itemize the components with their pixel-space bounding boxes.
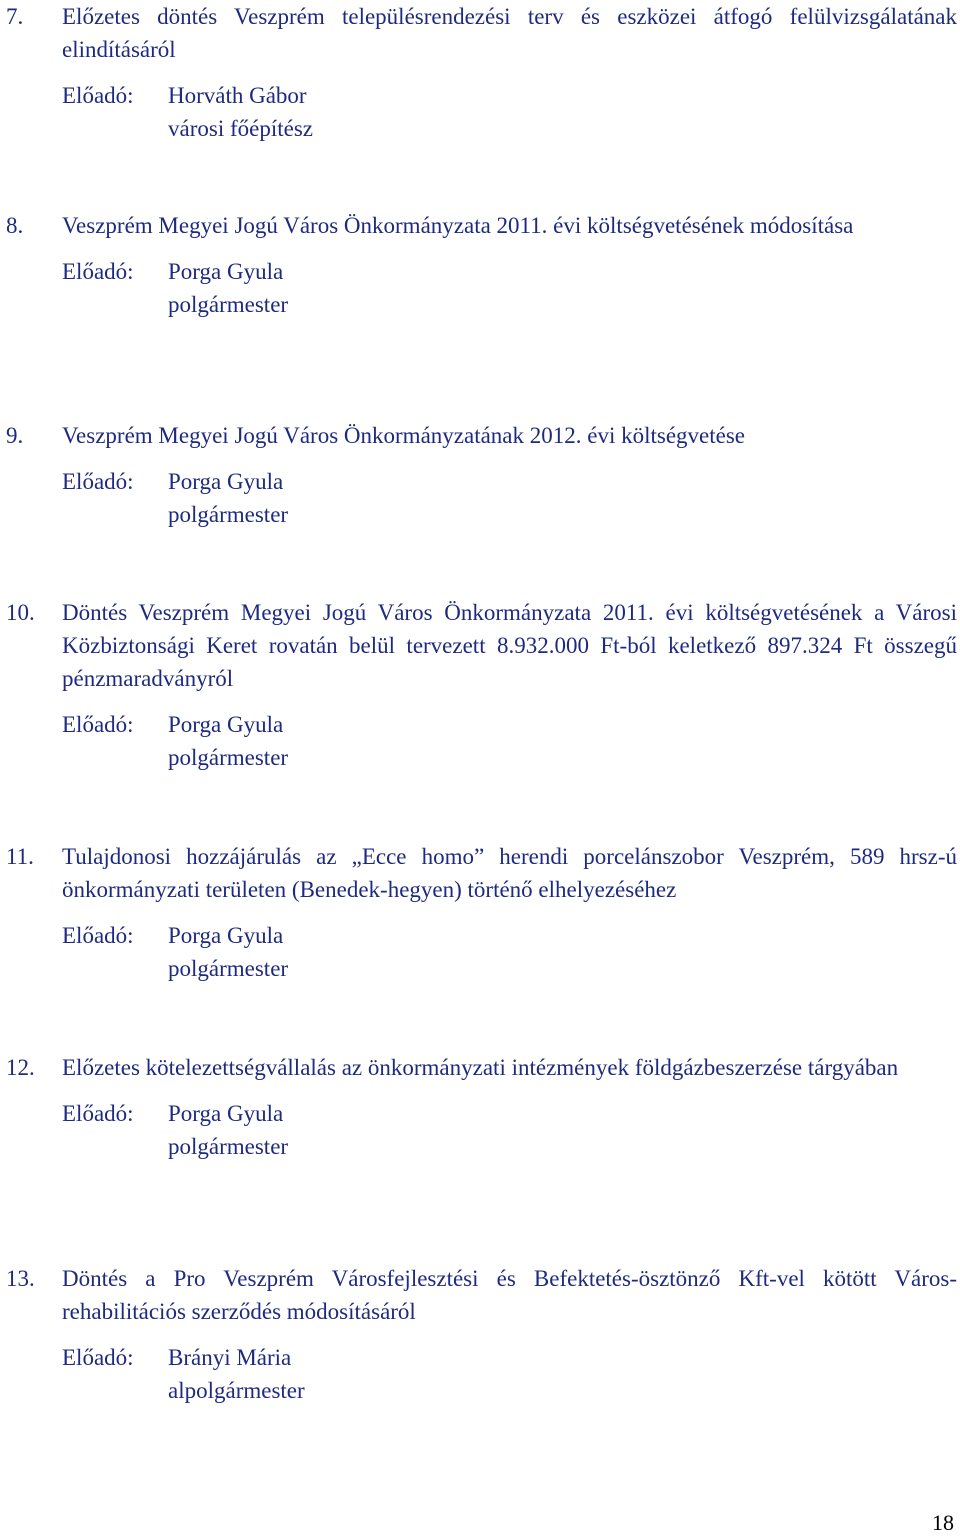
- agenda-item-title-row: [0, 1262, 957, 1328]
- speaker-label: Előadó:: [62, 1345, 134, 1370]
- speaker-block: [62, 1097, 957, 1163]
- agenda-item-11: [0, 840, 957, 985]
- speaker-name: Porga Gyula: [168, 712, 284, 737]
- agenda-item-title-row: [0, 209, 957, 242]
- speaker-name: Porga Gyula: [168, 469, 284, 494]
- speaker-role: polgármester: [168, 745, 289, 770]
- speaker-name: Porga Gyula: [168, 259, 284, 284]
- agenda-item-title-row: [0, 419, 957, 452]
- speaker-label: Előadó:: [62, 923, 134, 948]
- speaker-role: polgármester: [168, 956, 289, 981]
- speaker-label: Előadó:: [62, 83, 134, 108]
- agenda-item-12: [0, 1051, 957, 1163]
- speaker-name: Porga Gyula: [168, 923, 284, 948]
- agenda-item-number: 10.: [6, 600, 35, 625]
- agenda-item-13: [0, 1262, 957, 1407]
- agenda-item-7: [0, 0, 957, 145]
- speaker-role: polgármester: [168, 292, 289, 317]
- speaker-block: [62, 708, 957, 774]
- speaker-block: [62, 255, 957, 321]
- speaker-role: városi főépítész: [168, 116, 313, 141]
- agenda-item-number: 12.: [6, 1055, 35, 1080]
- speaker-block: [62, 1341, 957, 1407]
- speaker-label: Előadó:: [62, 712, 134, 737]
- speaker-role: polgármester: [168, 1134, 289, 1159]
- agenda-item-number: 7.: [6, 4, 24, 29]
- agenda-item-9: [0, 419, 957, 531]
- agenda-item-title: Döntés a Pro Veszprém Városfejlesztési és Befektetés-ösztönző Kft-vel kötött Város-rehabilitációs szerződés módosításáról: [62, 1266, 957, 1324]
- agenda-item-number: 11.: [6, 844, 34, 869]
- speaker-label: Előadó:: [62, 259, 134, 284]
- agenda-item-title: Tulajdonosi hozzájárulás az „Ecce homo” herendi porcelánszobor Veszprém, 589 hrsz-ú önkormányzati területen (Benedek-hegyen) történő elhelyezéséhez: [62, 844, 957, 902]
- agenda-item-title: Döntés Veszprém Megyei Jogú Város Önkormányzata 2011. évi költségvetésének a Városi Közbiztonsági Keret rovatán belül tervezett 8.932.000 Ft-ból keletkező 897.324 Ft összegű pénzmaradványról: [62, 600, 957, 691]
- agenda-item-title-row: [0, 840, 957, 906]
- agenda-item-title: Előzetes kötelezettségvállalás az önkormányzati intézmények földgázbeszerzése tárgyában: [62, 1055, 899, 1080]
- agenda-item-number: 8.: [6, 213, 24, 238]
- speaker-label: Előadó:: [62, 1101, 134, 1126]
- speaker-block: [62, 465, 957, 531]
- agenda-item-10: [0, 596, 957, 774]
- agenda-item-title-row: [0, 0, 957, 66]
- agenda-item-title: Veszprém Megyei Jogú Város Önkormányzatának 2012. évi költségvetése: [62, 423, 746, 448]
- agenda-item-title: Veszprém Megyei Jogú Város Önkormányzata 2011. évi költségvetésének módosítása: [62, 213, 854, 238]
- agenda-item-number: 13.: [6, 1266, 35, 1291]
- speaker-label: Előadó:: [62, 469, 134, 494]
- speaker-name: Brányi Mária: [168, 1345, 292, 1370]
- speaker-block: [62, 919, 957, 985]
- agenda-item-title-row: [0, 596, 957, 695]
- agenda-item-title-row: [0, 1051, 957, 1084]
- speaker-name: Porga Gyula: [168, 1101, 284, 1126]
- agenda-item-title: Előzetes döntés Veszprém településrendezési terv és eszközei átfogó felülvizsgálatának elindításáról: [62, 4, 957, 62]
- speaker-role: polgármester: [168, 502, 289, 527]
- page-number: 18: [932, 1510, 954, 1535]
- speaker-role: alpolgármester: [168, 1378, 305, 1403]
- speaker-name: Horváth Gábor: [168, 83, 307, 108]
- agenda-item-8: [0, 209, 957, 321]
- agenda-item-number: 9.: [6, 423, 24, 448]
- speaker-block: [62, 79, 957, 145]
